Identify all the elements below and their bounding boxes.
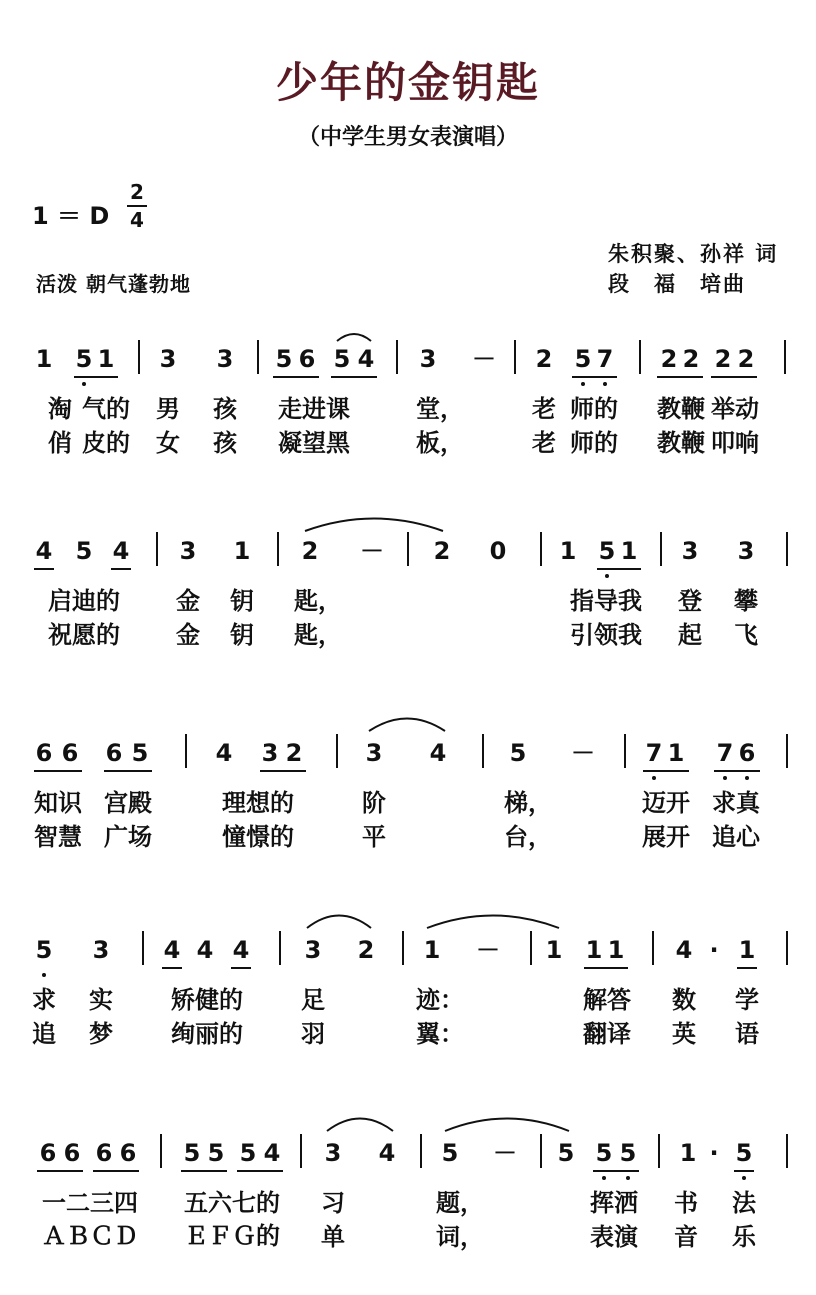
- note: 2: [737, 345, 755, 373]
- beam-line: [331, 376, 377, 378]
- lyric-verse-2: 表演: [590, 1223, 638, 1251]
- lyric-verse-1: 举动: [711, 395, 759, 423]
- lyric-verse-1: 气的: [82, 395, 130, 423]
- note: 2: [301, 537, 319, 565]
- note: 4: [232, 936, 250, 964]
- note: 1: [585, 936, 603, 964]
- lyric-verse-1: 师的: [570, 395, 618, 423]
- barline: [639, 340, 641, 374]
- barline: [156, 532, 158, 566]
- tie-mark: [304, 512, 444, 532]
- note: 5: [441, 1139, 459, 1167]
- beam-line: [273, 376, 319, 378]
- score-system-4: [0, 935, 816, 1075]
- beam-line: [572, 376, 617, 378]
- note: 5: [735, 1139, 753, 1167]
- barline: [786, 734, 788, 768]
- dash: －: [571, 739, 595, 767]
- low-octave-dot: [652, 776, 656, 780]
- beam-line: [643, 770, 689, 772]
- barline: [160, 1134, 162, 1168]
- note: 5: [333, 345, 351, 373]
- lyric-verse-2: 飞: [734, 621, 758, 649]
- beam-line: [111, 568, 131, 570]
- note: 1: [607, 936, 625, 964]
- note: 4: [429, 739, 447, 767]
- note: 6: [35, 739, 53, 767]
- note: 4: [35, 537, 53, 565]
- note: 1: [97, 345, 115, 373]
- slur-mark: [326, 1112, 394, 1132]
- tie-mark: [444, 1112, 570, 1132]
- lyric-verse-2: 凝望黑: [278, 429, 350, 457]
- lyric-verse-2: 台，: [504, 823, 552, 851]
- lyric-verse-1: 启迪的: [48, 587, 120, 615]
- barline: [402, 931, 404, 965]
- beam-line: [714, 770, 760, 772]
- note: 3: [365, 739, 383, 767]
- time-signature-denominator: 4: [130, 208, 144, 232]
- note: 2: [682, 345, 700, 373]
- lyric-verse-2: 叩响: [711, 429, 759, 457]
- barline: [660, 532, 662, 566]
- lyric-verse-2: 女: [156, 429, 180, 457]
- lyric-verse-2: 皮的: [82, 429, 130, 457]
- note: 2: [660, 345, 678, 373]
- key-signature: 1 ＝ D: [32, 202, 110, 230]
- barline: [257, 340, 259, 374]
- barline: [185, 734, 187, 768]
- note: 1: [559, 537, 577, 565]
- lyric-verse-1: 理想的: [222, 789, 294, 817]
- note: 1: [423, 936, 441, 964]
- note: 3: [324, 1139, 342, 1167]
- note: 4: [378, 1139, 396, 1167]
- lyric-verse-1: 梯，: [504, 789, 552, 817]
- note: 1: [667, 739, 685, 767]
- barline: [138, 340, 140, 374]
- score-system-5: [0, 1138, 816, 1278]
- lyric-verse-2: 音: [674, 1223, 698, 1251]
- lyric-verse-2: 追: [32, 1020, 56, 1048]
- barline: [540, 1134, 542, 1168]
- beam-line: [734, 1170, 754, 1172]
- beam-line: [711, 376, 757, 378]
- lyric-verse-1: 宫殿: [104, 789, 152, 817]
- beam-line: [181, 1170, 227, 1172]
- low-octave-dot: [723, 776, 727, 780]
- lyric-verse-2: 孩: [213, 429, 237, 457]
- lyric-verse-1: 求: [32, 986, 56, 1014]
- barline: [658, 1134, 660, 1168]
- note: 5: [619, 1139, 637, 1167]
- lyric-verse-2: 钥: [230, 621, 254, 649]
- lyric-verse-1: 五六七的: [184, 1189, 280, 1217]
- note: 5: [595, 1139, 613, 1167]
- barline: [540, 532, 542, 566]
- low-octave-dot: [626, 1176, 630, 1180]
- lyric-verse-1: 题，: [436, 1189, 484, 1217]
- lyric-verse-1: 实: [89, 986, 113, 1014]
- beam-line: [34, 568, 54, 570]
- note: 6: [298, 345, 316, 373]
- lyric-verse-1: 钥: [230, 587, 254, 615]
- barline: [407, 532, 409, 566]
- note: 3: [261, 739, 279, 767]
- lyric-verse-1: 迈开: [642, 789, 690, 817]
- tempo-marking: 活泼 朝气蓬勃地: [36, 272, 191, 296]
- note: 5: [275, 345, 293, 373]
- lyric-verse-1: 淘: [48, 395, 72, 423]
- lyric-verse-2: 翻译: [583, 1020, 631, 1048]
- note: 5: [75, 537, 93, 565]
- time-signature-line: [127, 205, 147, 207]
- lyric-verse-2: 匙，: [294, 621, 342, 649]
- beam-line: [237, 1170, 283, 1172]
- note: 5: [239, 1139, 257, 1167]
- beam-line: [104, 770, 152, 772]
- note: 6: [119, 1139, 137, 1167]
- note: 2: [357, 936, 375, 964]
- note: 5: [207, 1139, 225, 1167]
- lyric-verse-1: 男: [156, 395, 180, 423]
- note: 4: [112, 537, 130, 565]
- note: 6: [63, 1139, 81, 1167]
- note: 2: [714, 345, 732, 373]
- barline: [279, 931, 281, 965]
- lyric-verse-2: 英: [672, 1020, 696, 1048]
- note: 3: [681, 537, 699, 565]
- note: 6: [39, 1139, 57, 1167]
- beam-line: [93, 1170, 139, 1172]
- note: 2: [535, 345, 553, 373]
- barline: [396, 340, 398, 374]
- lyric-verse-1: 孩: [213, 395, 237, 423]
- barline: [420, 1134, 422, 1168]
- lyric-verse-1: 堂，: [416, 395, 464, 423]
- note: 3: [159, 345, 177, 373]
- lyric-verse-2: 金: [176, 621, 200, 649]
- note: 3: [304, 936, 322, 964]
- dot-augmentation: ·: [709, 1139, 719, 1167]
- note: 5: [574, 345, 592, 373]
- note: 2: [433, 537, 451, 565]
- note: 5: [598, 537, 616, 565]
- lyric-verse-1: 老: [532, 395, 556, 423]
- note: 5: [35, 936, 53, 964]
- lyric-verse-2: 引领我: [570, 621, 642, 649]
- lyric-verse-1: 挥洒: [590, 1189, 638, 1217]
- lyric-verse-1: 书: [674, 1189, 698, 1217]
- lyric-verse-1: 走进课: [278, 395, 350, 423]
- lyric-verse-2: 老: [532, 429, 556, 457]
- note: 3: [179, 537, 197, 565]
- note: 1: [620, 537, 638, 565]
- note: 5: [557, 1139, 575, 1167]
- barline: [482, 734, 484, 768]
- score-system-1: [0, 344, 816, 484]
- barline: [786, 931, 788, 965]
- note: 7: [716, 739, 734, 767]
- note: 1: [738, 936, 756, 964]
- note: 7: [596, 345, 614, 373]
- low-octave-dot: [602, 1176, 606, 1180]
- lyric-verse-2: 板，: [416, 429, 464, 457]
- lyric-verse-2: 梦: [89, 1020, 113, 1048]
- song-title: 少年的金钥匙: [275, 58, 540, 107]
- lyric-verse-2: ＡＢＣＤ: [42, 1224, 138, 1250]
- note: 4: [675, 936, 693, 964]
- barline: [784, 340, 786, 374]
- lyric-verse-2: 翼：: [416, 1020, 464, 1048]
- note: 3: [737, 537, 755, 565]
- lyric-verse-2: 俏: [48, 429, 72, 457]
- score-system-3: [0, 738, 816, 878]
- beam-line: [37, 1170, 83, 1172]
- barline: [277, 532, 279, 566]
- beam-line: [593, 1170, 639, 1172]
- lyric-verse-2: 广场: [104, 823, 152, 851]
- barline: [786, 1134, 788, 1168]
- lyric-verse-2: 教鞭: [657, 429, 705, 457]
- barline: [142, 931, 144, 965]
- dash: －: [360, 537, 384, 565]
- note: 1: [233, 537, 251, 565]
- beam-line: [74, 376, 118, 378]
- note: 4: [163, 936, 181, 964]
- lyric-verse-1: 习: [321, 1189, 345, 1217]
- lyric-verse-2: 词，: [436, 1223, 484, 1251]
- note: 7: [645, 739, 663, 767]
- beam-line: [34, 770, 82, 772]
- lyric-verse-1: 攀: [734, 587, 758, 615]
- note: 2: [285, 739, 303, 767]
- lyricist-credit: 朱积聚、孙祥 词: [608, 242, 779, 266]
- lyric-verse-2: 乐: [732, 1223, 756, 1251]
- score-system-2: [0, 536, 816, 676]
- rest: 0: [489, 537, 507, 565]
- lyric-verse-2: 智慧: [34, 823, 82, 851]
- lyric-verse-1: 足: [301, 986, 325, 1014]
- note: 3: [216, 345, 234, 373]
- tie-mark: [426, 909, 560, 929]
- beam-line: [584, 967, 628, 969]
- barline: [336, 734, 338, 768]
- slur-mark: [306, 909, 372, 929]
- barline: [300, 1134, 302, 1168]
- slur-mark: [336, 330, 372, 342]
- song-subtitle: （中学生男女表演唱）: [297, 125, 518, 150]
- barline: [652, 931, 654, 965]
- lyric-verse-1: 知识: [34, 789, 82, 817]
- beam-line: [231, 967, 251, 969]
- lyric-verse-2: 平: [362, 823, 386, 851]
- slur-mark: [368, 712, 446, 732]
- lyric-verse-2: 师的: [570, 429, 618, 457]
- note: 5: [509, 739, 527, 767]
- lyric-verse-1: 矫健的: [171, 986, 243, 1014]
- lyric-verse-1: 阶: [362, 789, 386, 817]
- lyric-verse-1: 登: [678, 587, 702, 615]
- low-octave-dot: [581, 382, 585, 386]
- lyric-verse-1: 法: [732, 1189, 756, 1217]
- beam-line: [260, 770, 306, 772]
- note: 6: [738, 739, 756, 767]
- lyric-verse-1: 匙，: [294, 587, 342, 615]
- note: 3: [92, 936, 110, 964]
- note: 6: [105, 739, 123, 767]
- low-octave-dot: [745, 776, 749, 780]
- composer-credit: 段 福 培曲: [608, 272, 746, 296]
- note: 5: [75, 345, 93, 373]
- beam-line: [657, 376, 703, 378]
- beam-line: [162, 967, 182, 969]
- lyric-verse-1: 金: [176, 587, 200, 615]
- note: 5: [131, 739, 149, 767]
- lyric-verse-1: 迹：: [416, 986, 464, 1014]
- note: 5: [183, 1139, 201, 1167]
- barline: [530, 931, 532, 965]
- lyric-verse-2: 展开: [642, 823, 690, 851]
- dash: －: [476, 936, 500, 964]
- beam-line: [597, 568, 641, 570]
- note: 6: [95, 1139, 113, 1167]
- note: 3: [419, 345, 437, 373]
- dash: －: [493, 1139, 517, 1167]
- lyric-verse-2: 追心: [712, 823, 760, 851]
- lyric-verse-1: 一二三四: [42, 1189, 138, 1217]
- low-octave-dot: [603, 382, 607, 386]
- lyric-verse-1: 学: [735, 986, 759, 1014]
- note: 4: [263, 1139, 281, 1167]
- lyric-verse-2: 羽: [301, 1020, 325, 1048]
- low-octave-dot: [742, 1176, 746, 1180]
- lyric-verse-2: 祝愿的: [48, 621, 120, 649]
- barline: [624, 734, 626, 768]
- low-octave-dot: [82, 382, 86, 386]
- dash: －: [472, 345, 496, 373]
- lyric-verse-1: 解答: [583, 986, 631, 1014]
- lyric-verse-2: 绚丽的: [171, 1020, 243, 1048]
- lyric-verse-2: ＥＦＧ的: [184, 1224, 280, 1250]
- lyric-verse-1: 数: [672, 986, 696, 1014]
- low-octave-dot: [605, 574, 609, 578]
- lyric-verse-2: 憧憬的: [222, 823, 294, 851]
- lyric-verse-2: 语: [735, 1020, 759, 1048]
- note: 6: [61, 739, 79, 767]
- time-signature-numerator: 2: [130, 180, 144, 204]
- lyric-verse-1: 求真: [712, 789, 760, 817]
- note: 4: [357, 345, 375, 373]
- note: 1: [35, 345, 53, 373]
- barline: [514, 340, 516, 374]
- lyric-verse-2: 起: [678, 621, 702, 649]
- note: 4: [215, 739, 233, 767]
- dot-augmentation: ·: [709, 936, 719, 964]
- low-octave-dot: [42, 973, 46, 977]
- barline: [786, 532, 788, 566]
- note: 4: [196, 936, 214, 964]
- lyric-verse-1: 教鞭: [657, 395, 705, 423]
- beam-line: [737, 967, 757, 969]
- lyric-verse-2: 单: [321, 1223, 345, 1251]
- note: 1: [679, 1139, 697, 1167]
- lyric-verse-1: 指导我: [570, 587, 642, 615]
- note: 1: [545, 936, 563, 964]
